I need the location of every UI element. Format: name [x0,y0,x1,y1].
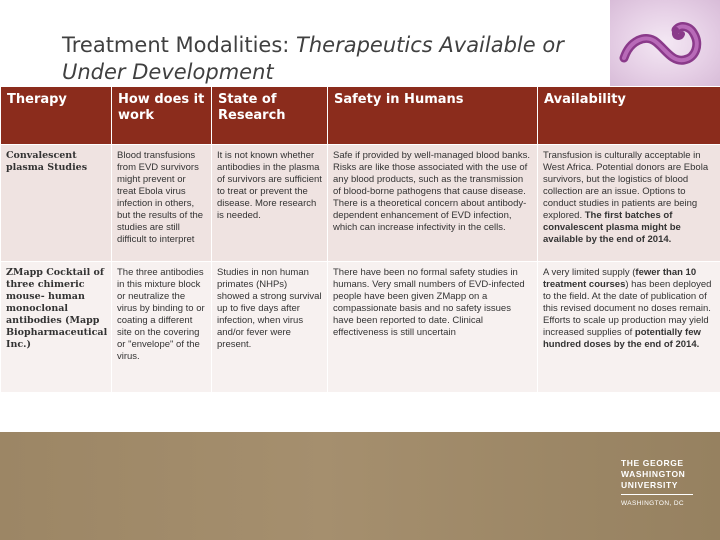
therapeutics-table [0,86,720,393]
logo-line: UNIVERSITY [621,480,679,490]
logo-line: THE GEORGE [621,458,684,468]
logo-divider [621,494,693,495]
table-row [1,262,720,393]
ebola-virus-image [610,0,720,86]
cell-how: Blood transfusions from EVD survivors might prevent or treat Ebola virus infection in others, but the results of the studies are still difficult to interpret [112,145,212,262]
ebola-virus-icon [610,0,720,86]
cell-research: It is not known whether antibodies in the plasma of survivors are sufficient to treat or prevent the disease. More research is needed. [212,145,328,262]
availability-text: ) has been deployed to the field. At the date of publication of this revised document no doses remain. Efforts to scale up production may yield increased supplies of [543,279,712,338]
gwu-logo [621,458,711,509]
cell-how: The three antibodies in this mixture block or neutralize the virus by binding to or coating a different site on the covering or "envelope" of the virus. [112,262,212,393]
availability-bold: fewer than 10 treatment courses [543,267,697,290]
logo-city: WASHINGTON, DC [621,500,685,507]
title-italic: Therapeutics Available or Under Development [62,33,564,84]
footer-band [0,432,720,540]
title-plain: Treatment Modalities: [62,33,297,57]
header-therapy: Therapy [1,87,112,145]
header-availability: Availability [538,87,720,145]
cell-safety: Safe if provided by well-managed blood banks. Risks are like those associated with the use of any blood products, such as the transmission of blood-borne pathogens that cause disease. There is a theoretical concern about antibody- dependent enhancement of EVD infection, which can increase infectivity in the cells. [328,145,538,262]
cell-research: Studies in non human primates (NHPs) showed a strong survival up to five days after infection, when virus and/or fever were present. [212,262,328,393]
availability-text: A very limited supply ( [543,267,636,278]
cell-availability [538,262,720,393]
cell-safety: There have been no formal safety studies in humans. Very small numbers of EVD-infected people have been given ZMapp on a compassionate basis and no safety issues have been reported to date. Clinical effectiveness is still uncertain [328,262,538,393]
availability-bold: potentially few hundred doses by the end of 2014. [543,327,701,350]
cell-therapy: ZMapp Cocktail of three chimeric mouse- human monoclonal antibodies (Mapp Biopharmaceutical Inc.) [1,262,112,393]
header-how: How does it work [112,87,212,145]
header-safety: Safety in Humans [328,87,538,145]
header-research: State of Research [212,87,328,145]
availability-bold: The first batches of convalescent plasma might be available by the end of 2014. [543,210,681,245]
cell-therapy: Convalescent plasma Studies [1,145,112,262]
cell-availability [538,145,720,262]
slide-title [62,32,602,86]
logo-line: WASHINGTON [621,469,686,479]
table-header-row [1,87,720,145]
table-row [1,145,720,262]
availability-text: Transfusion is culturally acceptable in West Africa. Potential donors are Ebola survivors, but the logistics of blood collection are an issue. Options to conduct studies in patients are being explored. [543,150,709,221]
